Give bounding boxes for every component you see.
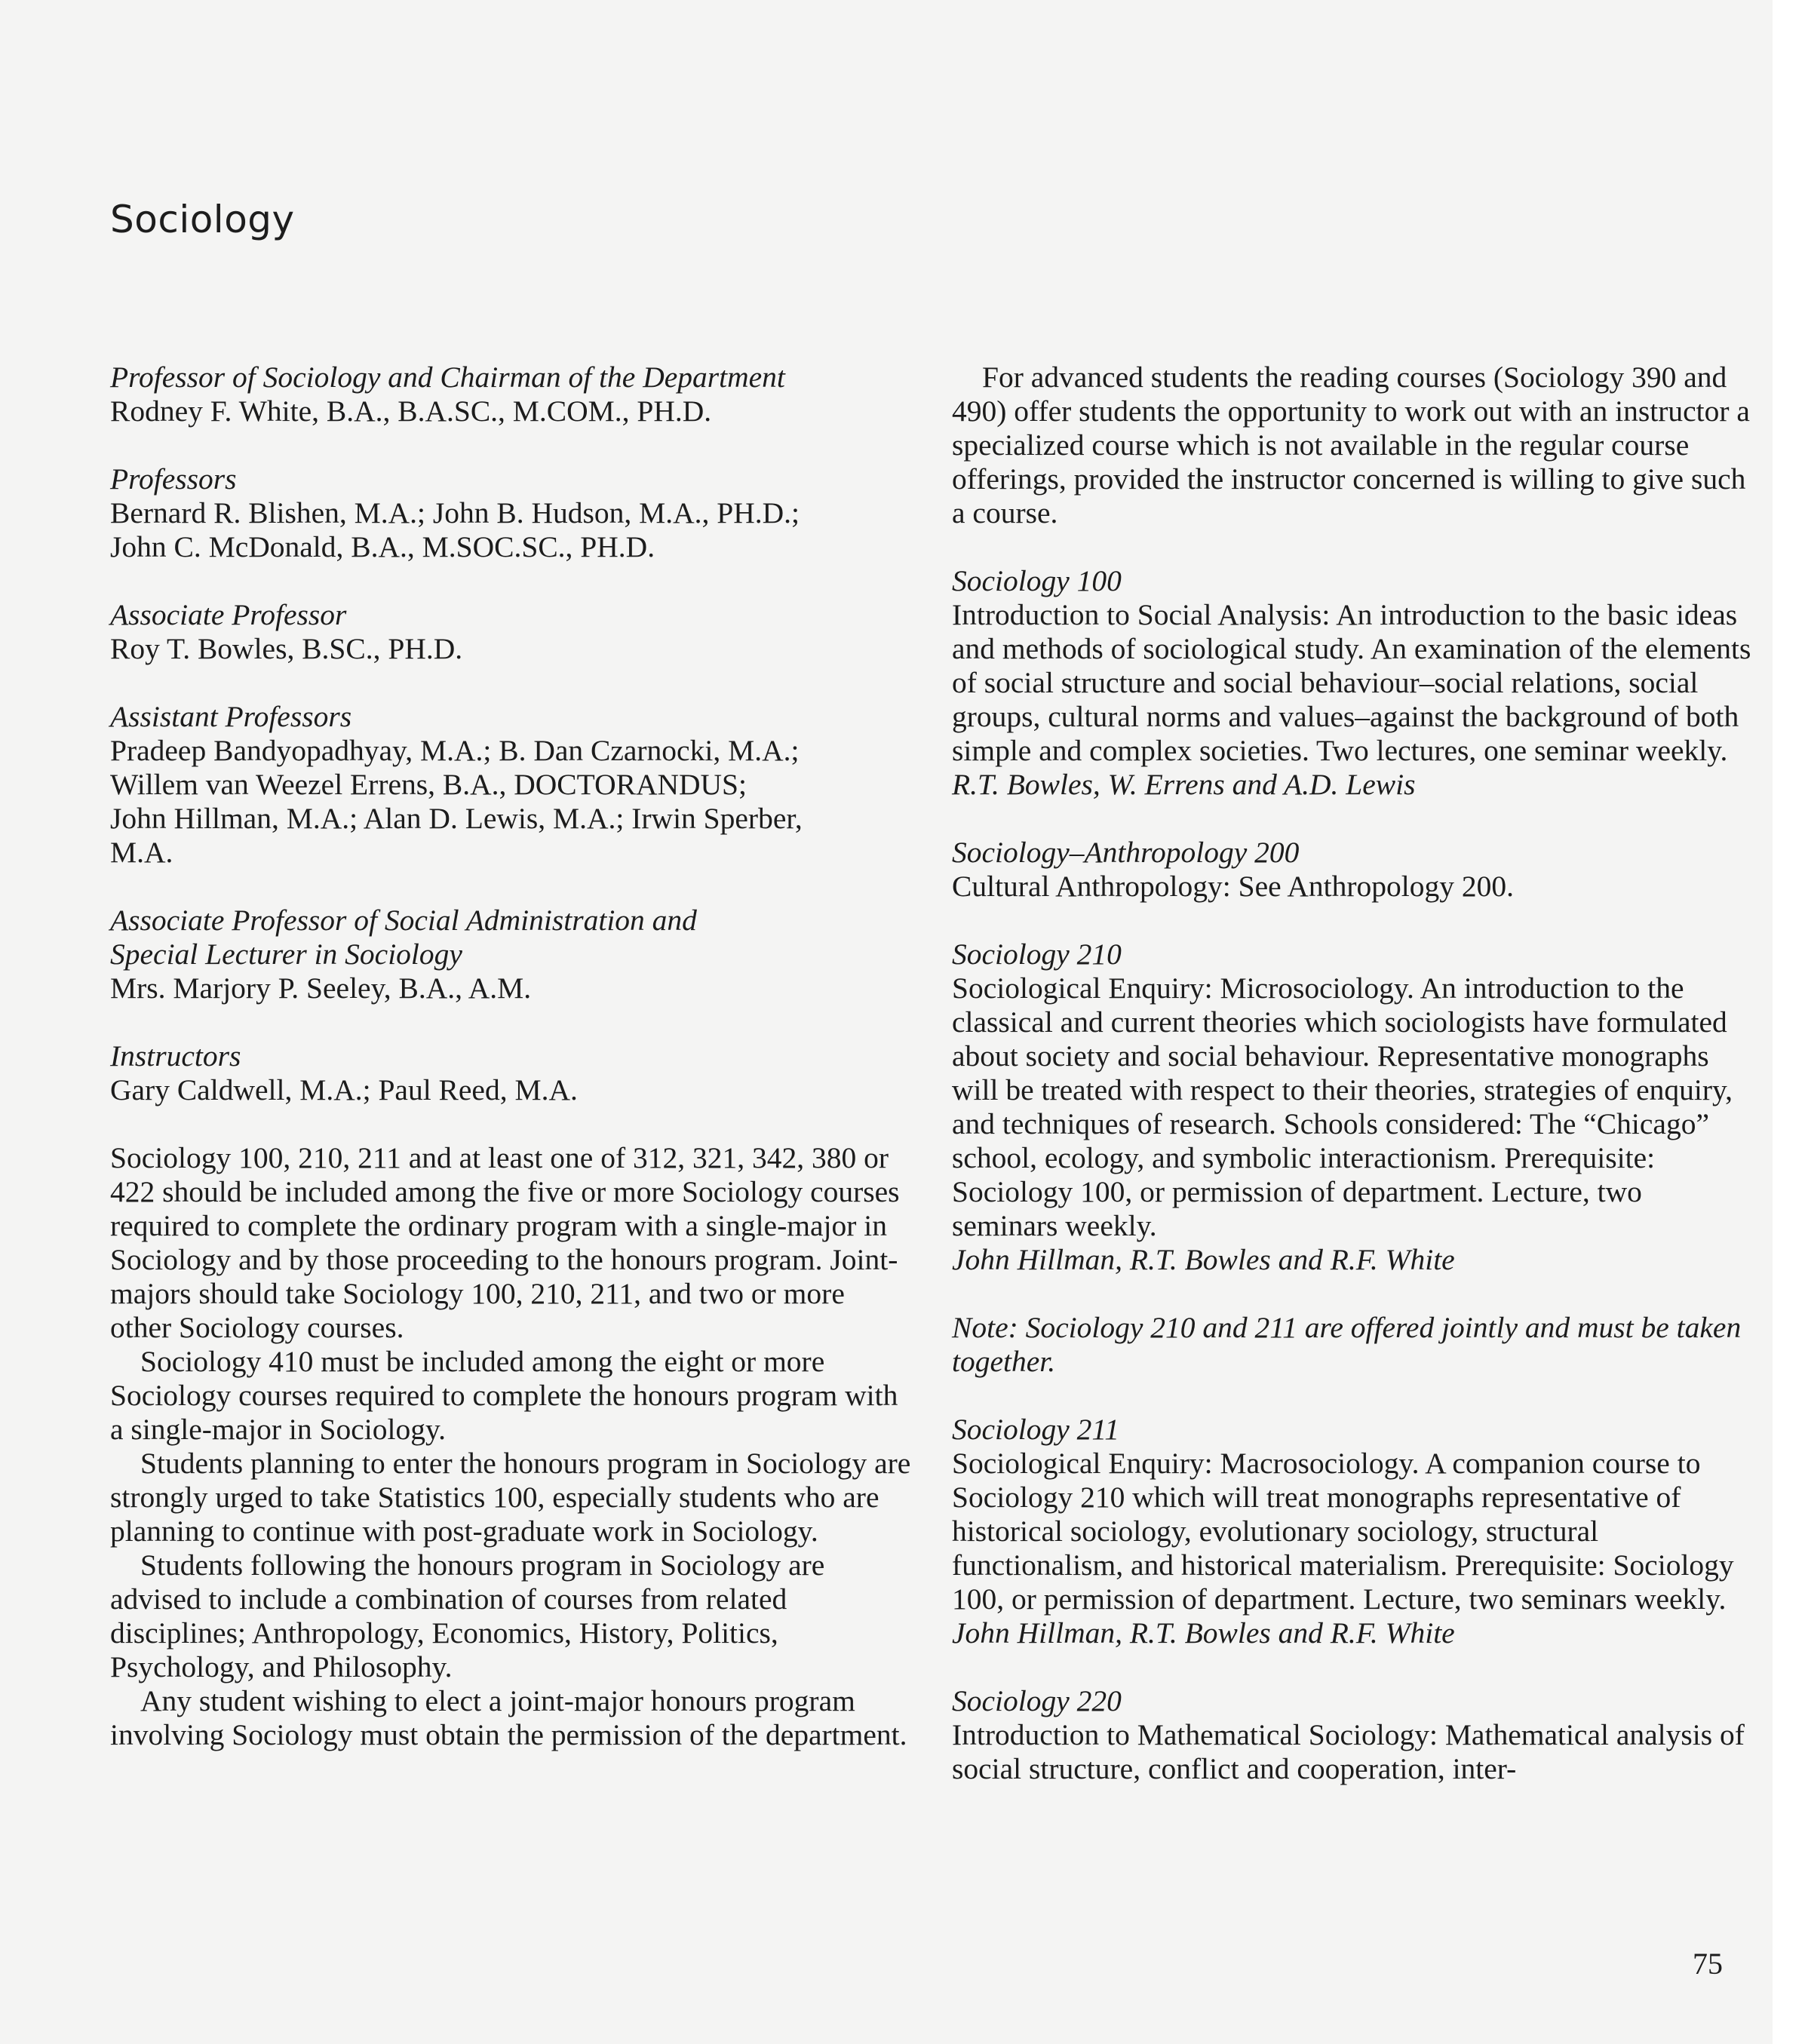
course-entry [952,564,1754,802]
course-code: Sociology 100 [952,564,1122,597]
course-description: Introduction to Mathematical Sociology: Mathematical analysis of social structure, conflict and cooperation, inter- [952,1718,1745,1785]
course-description: Cultural Anthropology: See Anthropology 200. [952,870,1514,903]
staff-role: Professors [110,462,237,496]
course-entry [952,836,1754,904]
requirements-paragraph: Students planning to enter the honours program in Sociology are strongly urged to take Statistics 100, especially students who are planning to continue with post-graduate work in Sociology. [110,1447,911,1548]
course-code: Sociology 211 [952,1413,1119,1446]
left-column [110,361,911,1752]
course-entry [952,938,1754,1277]
staff-names: Roy T. Bowles, B.SC., PH.D. [110,632,463,665]
requirements-paragraph: Sociology 410 must be included among the eight or more Sociology courses required to complete the honours program with a single-major in Sociology. [110,1345,898,1446]
course-code: Sociology 220 [952,1684,1122,1717]
course-note: Note: Sociology 210 and 211 are offered jointly and must be taken together. [952,1311,1742,1378]
reading-courses-paragraph: For advanced students the reading courses (Sociology 390 and 490) offer students the opportunity to work out with an instructor a specialized course which is not available in the regular course offerings, provided the instructor concerned is willing to give such a course. [952,361,1750,529]
page-title: Sociology [110,198,295,241]
staff-entry [110,904,911,1005]
staff-entry [110,462,911,564]
staff-role: Professor of Sociology and Chairman of the Department [110,361,785,394]
requirements-paragraph: Sociology 100, 210, 211 and at least one of 312, 321, 342, 380 or 422 should be included among the five or more Sociology courses required to complete the ordinary program with a single-major in Sociology and by those proceeding to the honours program. Joint-majors should take Sociology 100, 210, 211, and two or more other Sociology courses. [110,1141,900,1344]
course-instructors: John Hillman, R.T. Bowles and R.F. White [952,1243,1455,1276]
page-edge [1773,0,1808,2044]
staff-entry [110,700,911,870]
staff-names: Mrs. Marjory P. Seeley, B.A., A.M. [110,971,532,1005]
course-entry [952,1413,1754,1650]
staff-names: Gary Caldwell, M.A.; Paul Reed, M.A. [110,1073,578,1106]
course-entry [952,1684,1754,1786]
requirements-paragraph: Any student wishing to elect a joint-major honours program involving Sociology must obtain the permission of the department. [110,1684,907,1751]
requirements-paragraph: Students following the honours program in Sociology are advised to include a combination of courses from related disciplines; Anthropology, Economics, History, Politics, Psychology, and Philosophy. [110,1548,825,1683]
staff-role: Associate Professor of Social Administration and Special Lecturer in Sociology [110,904,697,971]
course-instructors: R.T. Bowles, W. Errens and A.D. Lewis [952,768,1416,801]
course-instructors: John Hillman, R.T. Bowles and R.F. White [952,1616,1455,1650]
staff-role: Associate Professor [110,598,347,631]
course-description: Sociological Enquiry: Microsociology. An introduction to the classical and current theories which sociologists have formulated about society and social behaviour. Representative monographs will be treated with respect to their theories, strategies of enquiry, and techniques of research. Schools considered: The “Chicago” school, ecology, and symbolic interactionism. Prerequisite: Sociology 100, or permission of department. Lecture, two seminars weekly. [952,971,1733,1242]
staff-entry [110,361,911,428]
staff-names: Rodney F. White, B.A., B.A.SC., M.COM., PH.D. [110,394,712,428]
course-code: Sociology–Anthropology 200 [952,836,1300,869]
staff-role: Assistant Professors [110,700,352,733]
staff-names: Pradeep Bandyopadhyay, M.A.; B. Dan Czarnocki, M.A.; Willem van Weezel Errens, B.A., DOCTORANDUS; John Hillman, M.A.; Alan D. Lewis, M.A.; Irwin Sperber, M.A. [110,734,803,869]
right-column [952,361,1754,1786]
staff-entry [110,1039,911,1107]
course-description: Sociological Enquiry: Macrosociology. A companion course to Sociology 210 which will treat monographs representative of historical sociology, evolutionary sociology, structural functionalism, and historical materialism. Prerequisite: Sociology 100, or permission of department. Lecture, two seminars weekly. [952,1447,1734,1616]
course-description: Introduction to Social Analysis: An introduction to the basic ideas and methods of sociological study. An examination of the elements of social structure and social behaviour–social relations, social groups, cultural norms and values–against the background of both simple and complex societies. Two lectures, one seminar weekly. [952,598,1751,767]
page-number: 75 [1693,1947,1723,1981]
staff-names: Bernard R. Blishen, M.A.; John B. Hudson, M.A., PH.D.; John C. McDonald, B.A., M.SOC.SC., PH.D. [110,496,800,563]
staff-entry [110,598,911,666]
course-code: Sociology 210 [952,938,1122,971]
staff-role: Instructors [110,1039,241,1073]
